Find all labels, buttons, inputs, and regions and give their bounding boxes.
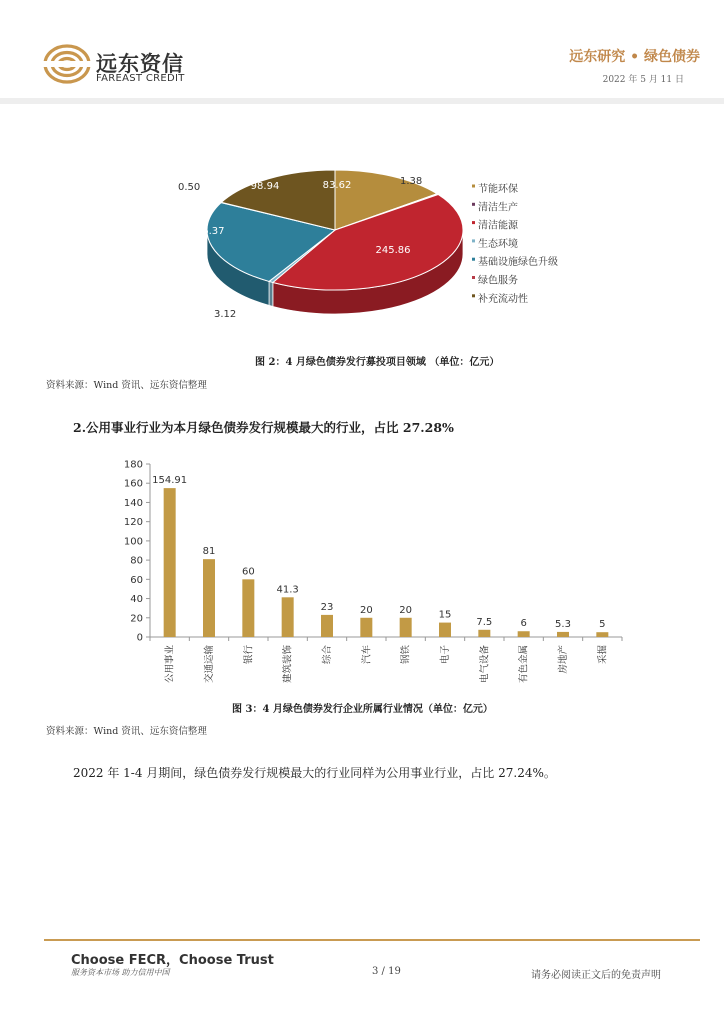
bar-value-label: 20 xyxy=(399,604,413,616)
pie-value-label: 245.86 xyxy=(375,245,411,256)
bar-chart xyxy=(110,455,630,690)
bar-caption: 图 3：4 月绿色债券发行企业所属行业情况（单位：亿元） xyxy=(232,704,493,715)
y-tick-label: 180 xyxy=(123,459,143,471)
y-tick-label: 100 xyxy=(123,536,143,548)
legend-item-补充流动性: 补充流动性 xyxy=(478,293,528,305)
bar-钢铁 xyxy=(400,618,412,637)
y-tick-label: 20 xyxy=(130,613,143,625)
x-tick-label: 汽车 xyxy=(361,645,373,665)
legend-marker xyxy=(472,276,475,279)
bar-采掘 xyxy=(596,632,608,637)
x-tick-label: 综合 xyxy=(322,645,333,665)
bar-value-label: 20 xyxy=(359,604,373,616)
bar-value-label: 5 xyxy=(599,619,606,631)
legend-item-清洁生产: 清洁生产 xyxy=(478,202,518,214)
series-title: 远东研究 • 绿色债券 xyxy=(569,49,700,65)
footer-divider xyxy=(44,939,700,941)
legend-item-清洁能源: 清洁能源 xyxy=(478,220,518,232)
bar-value-label: 15 xyxy=(438,609,452,621)
bar-source: 资料来源：Wind 资讯、远东资信整理 xyxy=(46,726,207,737)
bar-value-label: 154.91 xyxy=(152,475,188,487)
header-divider xyxy=(0,98,724,104)
legend-marker xyxy=(472,203,475,206)
bar-value-label: 5.3 xyxy=(555,618,571,630)
y-tick-label: 140 xyxy=(123,497,143,509)
section-heading: 2.公用事业行业为本月绿色债券发行规模最大的行业，占比 27.28% xyxy=(73,420,454,435)
x-tick-label: 电气设备 xyxy=(479,645,491,684)
bar-房地产 xyxy=(557,632,569,637)
report-date: 2022 年 5 月 11 日 xyxy=(602,75,684,85)
bar-交通运输 xyxy=(203,559,215,637)
legend-item-生态环境: 生态环境 xyxy=(478,238,518,250)
header xyxy=(0,0,724,98)
y-tick-label: 120 xyxy=(123,517,143,529)
legend-marker xyxy=(472,221,475,224)
pie-source: 资料来源：Wind 资讯、远东资信整理 xyxy=(46,380,207,391)
bar-value-label: 60 xyxy=(241,566,255,578)
x-tick-label: 银行 xyxy=(243,645,255,665)
page-number: 3 / 19 xyxy=(372,966,401,977)
legend-item-节能环保: 节能环保 xyxy=(478,184,518,195)
bar-value-label: 23 xyxy=(320,601,334,613)
x-tick-label: 电子 xyxy=(440,645,451,665)
legend-marker xyxy=(472,185,475,188)
x-tick-label: 房地产 xyxy=(558,645,569,674)
y-tick-label: 160 xyxy=(123,478,143,490)
brand-name-en: FAREAST CREDIT xyxy=(96,73,185,84)
bar-value-label: 6 xyxy=(520,618,527,630)
x-tick-label: 钢铁 xyxy=(400,645,412,665)
y-tick-label: 60 xyxy=(130,574,143,586)
bar-value-label: 81 xyxy=(202,546,216,558)
legend-item-绿色服务: 绿色服务 xyxy=(478,275,518,287)
bar-value-label: 41.3 xyxy=(276,584,299,596)
pie-value-label: 1.38 xyxy=(400,176,423,187)
footer-slogan: Choose FECR，Choose Trust xyxy=(71,953,274,968)
bar-综合 xyxy=(321,615,333,637)
legend-marker xyxy=(472,239,475,242)
legend-marker xyxy=(472,294,475,297)
bar-建筑装饰 xyxy=(282,597,294,637)
bar-电气设备 xyxy=(478,630,490,637)
x-tick-label: 采掘 xyxy=(597,645,609,665)
y-tick-label: 40 xyxy=(130,594,143,606)
pie-value-label: 83.62 xyxy=(322,180,352,191)
pie-value-label: 3.12 xyxy=(214,309,237,320)
bar-value-label: 7.5 xyxy=(476,616,493,628)
bar-有色金属 xyxy=(518,631,530,637)
bar-电子 xyxy=(439,623,451,637)
pie-value-label: 0.50 xyxy=(178,182,201,193)
pie-chart xyxy=(160,160,600,330)
bar-汽车 xyxy=(360,618,372,637)
pie-value-label: 136.37 xyxy=(189,226,225,237)
brand-name-cn: 远东资信 xyxy=(96,52,184,76)
x-tick-label: 建筑装饰 xyxy=(282,645,294,684)
y-tick-label: 0 xyxy=(136,632,143,644)
legend-item-基础设施绿色升级: 基础设施绿色升级 xyxy=(478,257,558,269)
pie-value-label: 98.94 xyxy=(250,181,280,192)
fareast-credit-logo xyxy=(42,43,92,85)
x-tick-label: 公用事业 xyxy=(164,645,176,684)
footer-disclaimer: 请务必阅读正文后的免责声明 xyxy=(531,970,661,981)
body-paragraph: 2022 年 1-4 月期间，绿色债券发行规模最大的行业同样为公用事业行业，占比 27.24%。 xyxy=(73,766,556,780)
bar-公用事业 xyxy=(164,488,176,637)
x-tick-label: 有色金属 xyxy=(518,645,530,684)
bar-银行 xyxy=(242,579,254,637)
legend-marker xyxy=(472,258,475,261)
y-tick-label: 80 xyxy=(130,555,143,567)
footer-subslogan: 服务资本市场 助力信用中国 xyxy=(71,968,170,977)
x-tick-label: 交通运输 xyxy=(204,645,215,684)
pie-caption: 图 2：4 月绿色债券发行募投项目领域 （单位：亿元） xyxy=(255,357,500,368)
pie-slice-side-生态环境 xyxy=(269,281,273,306)
